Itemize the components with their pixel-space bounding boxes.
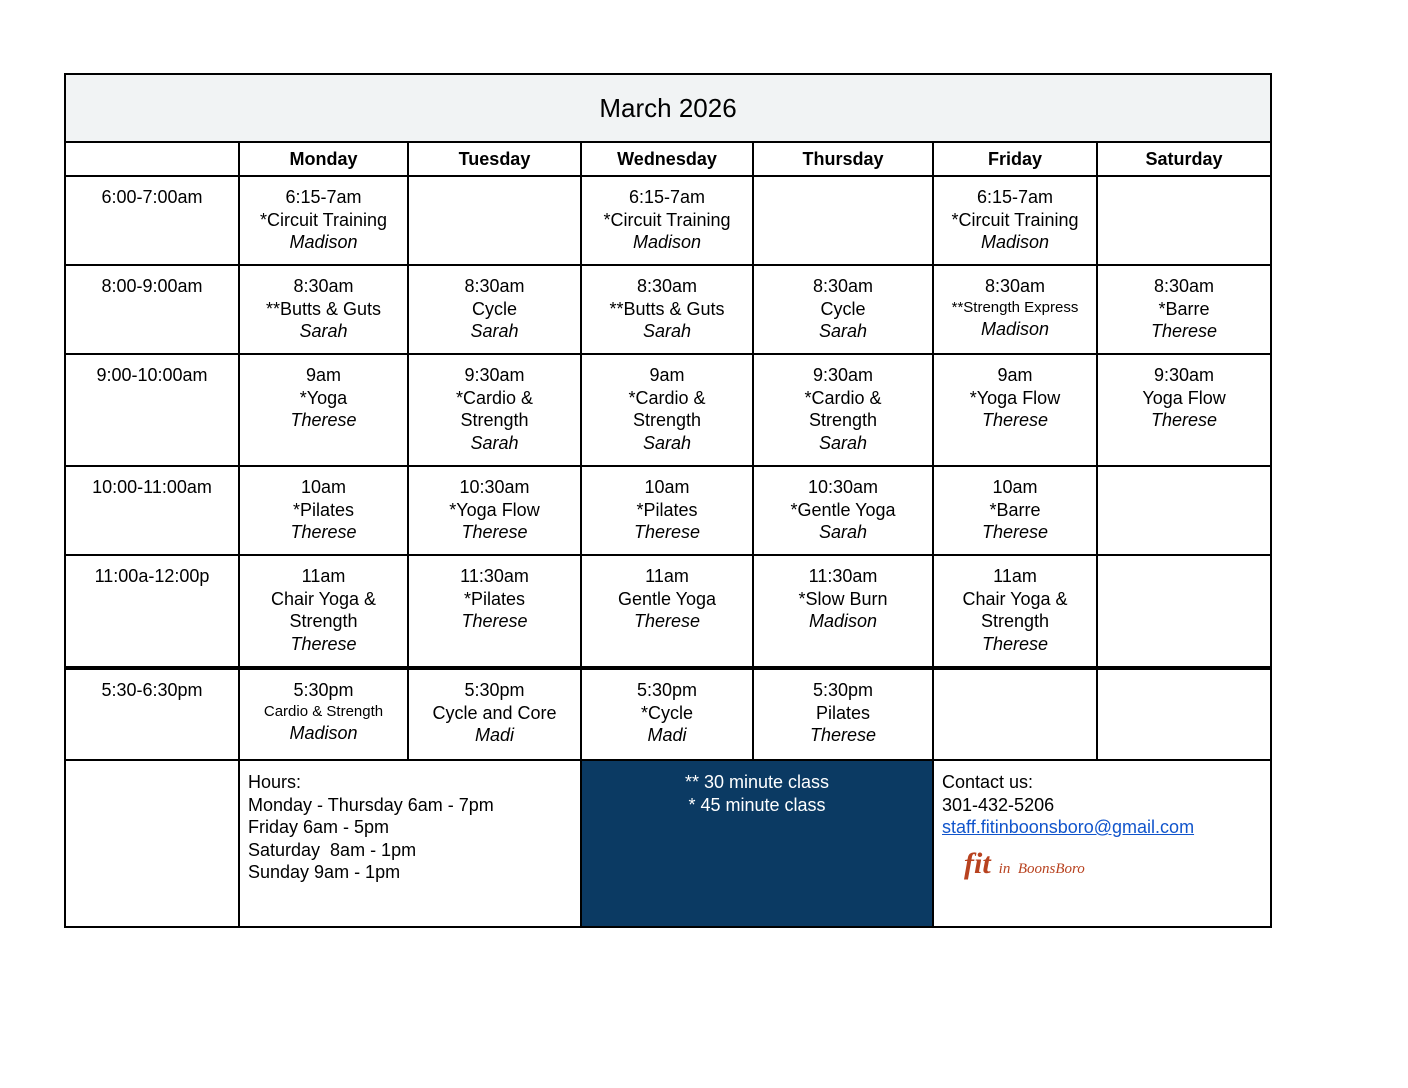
class-name: *Pilates bbox=[292, 499, 355, 520]
class-cell bbox=[408, 668, 581, 760]
class-cell bbox=[753, 555, 933, 668]
footer-row bbox=[65, 760, 1271, 927]
class-name: Pilates bbox=[815, 702, 871, 723]
class-name: **Strength Express bbox=[951, 298, 1079, 316]
class-name: *Pilates bbox=[636, 499, 698, 520]
class-cell bbox=[408, 354, 581, 466]
day-header-row bbox=[65, 142, 1271, 176]
class-time: 9am bbox=[305, 365, 341, 385]
time-slot-row bbox=[65, 354, 1271, 466]
class-instructor: Madi bbox=[474, 725, 514, 745]
class-time: 5:30pm bbox=[464, 680, 525, 700]
class-time: 5:30pm bbox=[812, 680, 874, 700]
class-cell bbox=[933, 466, 1097, 555]
class-name-cont: Strength bbox=[980, 611, 1050, 631]
class-instructor: Therese bbox=[981, 410, 1049, 430]
class-name: Cycle bbox=[471, 298, 517, 319]
class-cell bbox=[239, 555, 408, 668]
day-header-friday: Friday bbox=[933, 142, 1097, 176]
class-name: Cycle bbox=[820, 298, 866, 319]
class-cell bbox=[581, 555, 753, 668]
class-instructor: Therese bbox=[809, 725, 877, 745]
class-instructor: Therese bbox=[1151, 321, 1218, 341]
class-cell bbox=[1097, 265, 1271, 354]
class-length-key bbox=[581, 760, 933, 927]
class-cell bbox=[408, 555, 581, 668]
class-cell bbox=[753, 265, 933, 354]
class-name: *Slow Burn bbox=[798, 588, 888, 609]
class-instructor: Therese bbox=[633, 611, 701, 631]
class-name-cont: Strength bbox=[632, 410, 702, 430]
class-instructor: Therese bbox=[1151, 410, 1218, 430]
class-time: 5:30pm bbox=[293, 680, 354, 700]
class-name: *Cardio & bbox=[804, 387, 882, 408]
time-slot-label: 5:30-6:30pm bbox=[65, 668, 239, 760]
time-slot-row bbox=[65, 265, 1271, 354]
hours-cell bbox=[239, 760, 581, 927]
key-line: ** 30 minute class bbox=[684, 772, 830, 792]
contact-email-link[interactable]: staff.fitinboonsboro@gmail.com bbox=[942, 817, 1195, 837]
class-cell-empty bbox=[1097, 176, 1271, 265]
class-cell bbox=[581, 668, 753, 760]
class-cell bbox=[581, 354, 753, 466]
class-time: 11:30am bbox=[460, 566, 529, 586]
class-instructor: Therese bbox=[290, 633, 357, 654]
class-name-cont: Strength bbox=[808, 410, 878, 430]
class-cell bbox=[408, 265, 581, 354]
class-cell bbox=[239, 668, 408, 760]
class-cell-empty bbox=[933, 668, 1097, 760]
class-cell bbox=[239, 265, 408, 354]
class-name: *Circuit Training bbox=[951, 209, 1079, 230]
class-instructor: Therese bbox=[633, 522, 701, 542]
class-instructor: Sarah bbox=[470, 432, 519, 453]
class-cell bbox=[239, 176, 408, 265]
class-cell-empty bbox=[1097, 466, 1271, 555]
day-header-monday: Monday bbox=[239, 142, 408, 176]
class-name: **Butts & Guts bbox=[265, 298, 382, 319]
class-time: 10:30am bbox=[459, 477, 530, 497]
class-instructor: Madi bbox=[647, 725, 687, 745]
class-time: 8:30am bbox=[1154, 276, 1215, 296]
class-time: 9:30am bbox=[812, 365, 874, 385]
hours-line: Saturday 8am - 1pm bbox=[248, 839, 417, 860]
class-time: 10am bbox=[300, 477, 347, 497]
class-instructor: Therese bbox=[981, 522, 1049, 542]
contact-phone: 301-432-5206 bbox=[942, 794, 1055, 815]
class-name: *Cardio & bbox=[455, 387, 534, 408]
class-cell bbox=[408, 466, 581, 555]
class-time: 10am bbox=[644, 477, 690, 497]
class-cell bbox=[239, 466, 408, 555]
class-cell bbox=[753, 466, 933, 555]
class-instructor: Madison bbox=[632, 232, 702, 252]
contact-cell bbox=[933, 760, 1271, 927]
class-cell bbox=[581, 176, 753, 265]
class-instructor: Sarah bbox=[642, 321, 692, 341]
class-name: **Butts & Guts bbox=[609, 298, 725, 319]
class-time: 8:30am bbox=[464, 276, 525, 296]
class-instructor: Sarah bbox=[299, 321, 348, 341]
class-time: 8:30am bbox=[636, 276, 698, 296]
class-time: 5:30pm bbox=[636, 680, 698, 700]
class-cell bbox=[933, 555, 1097, 668]
class-instructor: Madison bbox=[980, 318, 1050, 339]
class-name: *Barre bbox=[1158, 298, 1210, 319]
class-time: 6:15-7am bbox=[285, 187, 362, 207]
time-slot-row bbox=[65, 466, 1271, 555]
key-line: * 45 minute class bbox=[688, 794, 826, 815]
class-time: 6:15-7am bbox=[628, 187, 706, 207]
contact-label: Contact us: bbox=[942, 772, 1034, 792]
day-header-thursday: Thursday bbox=[753, 142, 933, 176]
class-time: 9am bbox=[649, 365, 685, 385]
class-cell bbox=[933, 265, 1097, 354]
time-slot-label: 11:00a-12:00p bbox=[65, 555, 239, 668]
corner-cell bbox=[65, 142, 239, 176]
day-header-wednesday: Wednesday bbox=[581, 142, 753, 176]
time-slot-row bbox=[65, 555, 1271, 668]
class-name: Chair Yoga & bbox=[270, 588, 377, 609]
class-instructor: Madison bbox=[289, 232, 358, 252]
class-name: *Gentle Yoga bbox=[790, 499, 896, 520]
class-name: *Circuit Training bbox=[259, 209, 388, 230]
class-name: *Cycle bbox=[640, 702, 693, 723]
logo-rest-text: in BoonsBoro bbox=[998, 860, 1085, 877]
class-name: *Barre bbox=[989, 499, 1041, 520]
class-name: *Yoga bbox=[299, 387, 348, 408]
fit-in-boonsboro-logo bbox=[964, 846, 1262, 881]
class-instructor: Therese bbox=[981, 633, 1049, 654]
class-cell bbox=[1097, 354, 1271, 466]
class-instructor: Sarah bbox=[818, 321, 868, 341]
class-name-cont: Strength bbox=[460, 410, 529, 430]
class-instructor: Sarah bbox=[818, 522, 868, 542]
time-slot-label: 6:00-7:00am bbox=[65, 176, 239, 265]
class-time: 9am bbox=[997, 365, 1033, 385]
class-time: 10:30am bbox=[807, 477, 879, 497]
hours-line: Monday - Thursday 6am - 7pm bbox=[248, 794, 494, 815]
class-instructor: Sarah bbox=[470, 321, 519, 341]
class-time: 9:30am bbox=[1154, 365, 1215, 385]
class-cell-empty bbox=[1097, 555, 1271, 668]
day-header-saturday: Saturday bbox=[1097, 142, 1271, 176]
class-cell bbox=[933, 176, 1097, 265]
class-instructor: Therese bbox=[290, 410, 357, 430]
class-name: *Yoga Flow bbox=[969, 387, 1061, 408]
class-cell bbox=[239, 354, 408, 466]
class-instructor: Therese bbox=[461, 611, 528, 631]
class-instructor: Sarah bbox=[642, 432, 692, 453]
class-name: *Pilates bbox=[463, 588, 526, 609]
hours-line: Friday 6am - 5pm bbox=[248, 817, 390, 837]
time-slot-row bbox=[65, 668, 1271, 760]
class-time: 10am bbox=[992, 477, 1038, 497]
class-name-cont: Strength bbox=[289, 611, 358, 631]
class-time: 11:30am bbox=[808, 566, 878, 586]
time-slot-label: 10:00-11:00am bbox=[65, 466, 239, 555]
class-name: Cardio & Strength bbox=[263, 702, 384, 720]
class-name: *Circuit Training bbox=[603, 209, 731, 230]
class-cell-empty bbox=[1097, 668, 1271, 760]
class-name: Cycle and Core bbox=[432, 702, 557, 723]
class-instructor: Madison bbox=[289, 722, 358, 743]
logo-fit-text: fit bbox=[964, 846, 991, 880]
hours-line: Sunday 9am - 1pm bbox=[248, 862, 401, 882]
class-instructor: Sarah bbox=[818, 432, 868, 453]
class-time: 9:30am bbox=[464, 365, 525, 385]
class-time: 8:30am bbox=[293, 276, 354, 296]
hours-label: Hours: bbox=[248, 772, 302, 792]
class-instructor: Therese bbox=[461, 522, 528, 542]
time-slot-label: 9:00-10:00am bbox=[65, 354, 239, 466]
schedule-title: March 2026 bbox=[65, 74, 1271, 142]
day-header-tuesday: Tuesday bbox=[408, 142, 581, 176]
time-slot-row bbox=[65, 176, 1271, 265]
class-name: Yoga Flow bbox=[1142, 387, 1226, 408]
class-cell bbox=[753, 354, 933, 466]
class-cell-empty bbox=[753, 176, 933, 265]
class-instructor: Madison bbox=[808, 611, 878, 631]
class-cell bbox=[753, 668, 933, 760]
class-time: 6:15-7am bbox=[976, 187, 1054, 207]
footer-empty-cell bbox=[65, 760, 239, 927]
class-time: 11am bbox=[301, 566, 346, 586]
class-cell bbox=[581, 466, 753, 555]
class-cell bbox=[933, 354, 1097, 466]
time-slot-label: 8:00-9:00am bbox=[65, 265, 239, 354]
class-name: Chair Yoga & bbox=[962, 588, 1068, 609]
class-time: 11am bbox=[645, 566, 689, 586]
class-name: *Cardio & bbox=[628, 387, 706, 408]
class-schedule-table bbox=[64, 73, 1272, 928]
class-cell-empty bbox=[408, 176, 581, 265]
class-cell bbox=[581, 265, 753, 354]
class-instructor: Therese bbox=[290, 522, 357, 542]
class-time: 8:30am bbox=[812, 276, 874, 296]
class-name: *Yoga Flow bbox=[449, 499, 540, 520]
class-time: 8:30am bbox=[984, 276, 1046, 296]
class-instructor: Madison bbox=[980, 232, 1050, 252]
class-name: Gentle Yoga bbox=[617, 588, 717, 609]
class-time: 11am bbox=[993, 566, 1037, 586]
